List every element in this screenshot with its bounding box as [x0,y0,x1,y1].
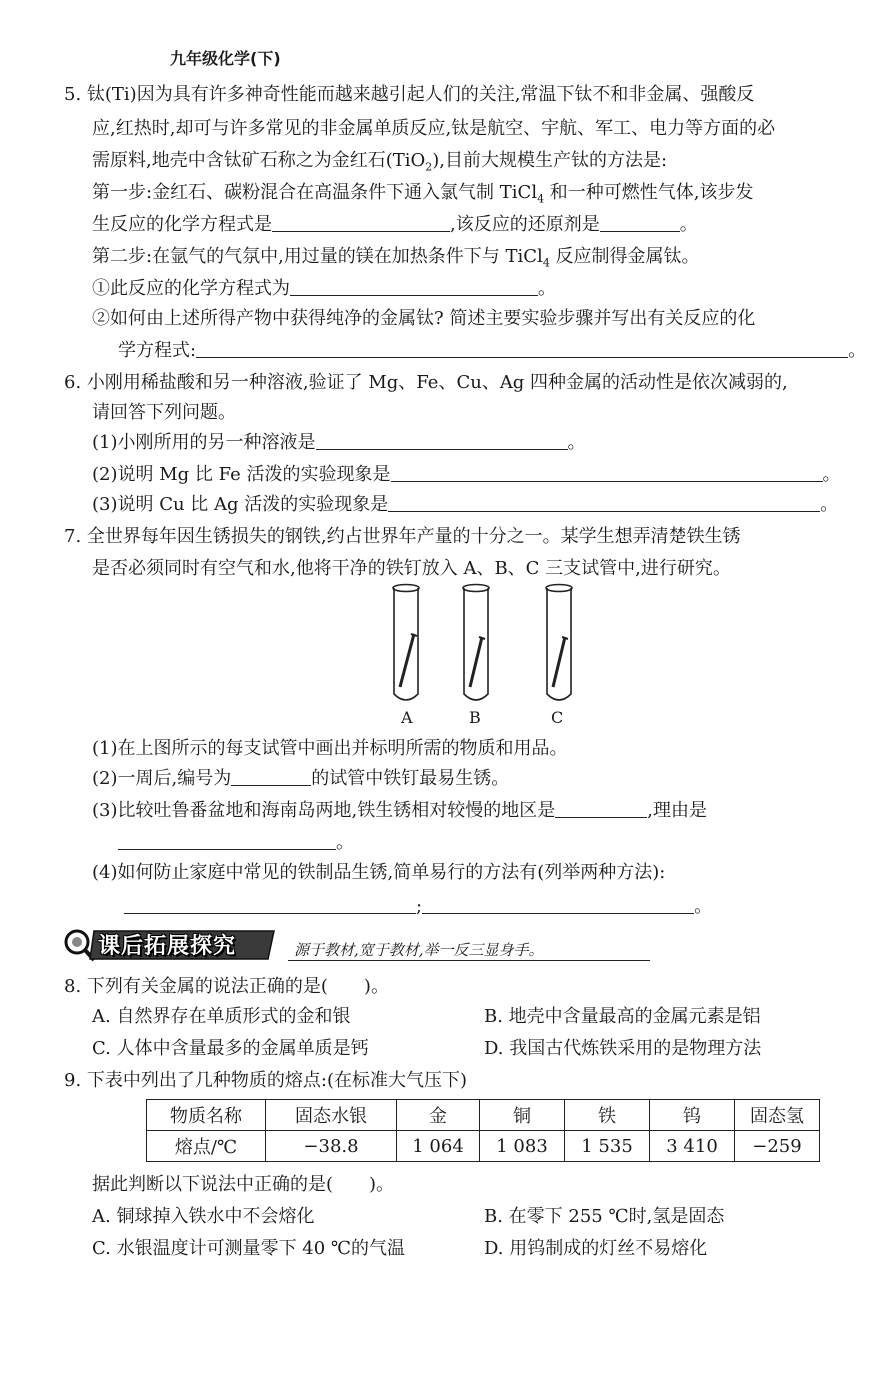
q7-item-4: (4)如何防止家庭中常见的铁制品生锈,简单易行的方法有(列举两种方法): [92,862,666,883]
table-cell: 固态水银 [266,1100,397,1131]
q7-method-1-blank[interactable] [124,895,416,914]
q7-line-1: 7. 全世界每年因生锈损失的钢铁,约占世界年产量的十分之一。某学生想弄清楚铁生锈 [64,526,741,547]
test-tubes-figure [380,582,590,707]
table-cell: 1 535 [565,1131,650,1162]
q6-line-4: (2)说明 Mg 比 Fe 活泼的实验现象是 。 [92,464,841,485]
q7-item-3-cont: 。 [118,830,354,856]
q7-item-1: (1)在上图所示的每支试管中画出并标明所需的物质和用品。 [92,738,568,759]
q5-steps-blank[interactable] [196,339,848,358]
q6-solution-blank[interactable] [316,431,568,450]
table-cell: 物质名称 [147,1100,266,1131]
q6-cu-ag-blank[interactable] [388,493,820,512]
q5-line-3: 需原料,地壳中含钛矿石称之为金红石(TiO$_2$),目前大规模生产钛的方法是: [92,150,668,174]
q7-reason-blank[interactable] [118,831,336,850]
q6-mg-fe-blank[interactable] [391,463,823,482]
q5-line-7: ①此反应的化学方程式为 。 [92,278,556,299]
section-slogan: 源于教材,宽于教材,举一反三显身手。 [294,941,544,959]
melting-point-table [146,1099,820,1162]
test-tube-b [463,585,489,701]
page-header: 九年级化学(下) [170,49,281,68]
q7-line-2: 是否必须同时有空气和水,他将干净的铁钉放入 A、B、C 三支试管中,进行研究。 [92,558,731,579]
table-cell: 铜 [480,1100,565,1131]
table-cell: −259 [735,1131,820,1162]
q8-option-a[interactable]: A. 自然界存在单质形式的金和银 [92,1006,351,1027]
q6-line-2: 请回答下列问题。 [92,402,236,423]
q5-line-9: 学方程式: 。 [118,340,867,361]
q5-line-4: 第一步:金红石、碳粉混合在高温条件下通入氯气制 TiCl$_4$ 和一种可燃性气体,该步发 [92,182,754,206]
q9-option-b[interactable]: B. 在零下 255 ℃时,氢是固态 [484,1206,725,1227]
q5-line-1: 5. 钛(Ti)因为具有许多神奇性能而越来越引起人们的关注,常温下钛不和非金属、强酸反 [64,84,755,105]
q9-option-d[interactable]: D. 用钨制成的灯丝不易熔化 [484,1238,708,1259]
q7-item-3: (3)比较吐鲁番盆地和海南岛两地,铁生锈相对较慢的地区是 ,理由是 [92,800,707,821]
table-cell: 固态氢 [735,1100,820,1131]
tube-label-c: C [551,708,564,727]
table-cell: 3 410 [650,1131,735,1162]
table-row [147,1131,820,1162]
q8-option-b[interactable]: B. 地壳中含量最高的金属元素是铝 [484,1006,761,1027]
q5-line-8: ②如何由上述所得产物中获得纯净的金属钛? 简述主要实验步骤并写出有关反应的化 [92,308,756,329]
q9-stem: 9. 下表中列出了几种物质的熔点:(在标准大气压下) [64,1070,468,1091]
tube-label-b: B [469,708,481,727]
table-cell: −38.8 [266,1131,397,1162]
q7-tube-number-blank[interactable] [231,767,311,786]
q5-equation-blank[interactable] [272,213,450,232]
q9-option-c[interactable]: C. 水银温度计可测量零下 40 ℃的气温 [92,1238,406,1259]
q8-stem: 8. 下列有关金属的说法正确的是( )。 [64,976,389,997]
q9-ask: 据此判断以下说法中正确的是( )。 [92,1174,395,1195]
table-header-row [147,1100,820,1131]
q8-option-c[interactable]: C. 人体中含量最多的金属单质是钙 [92,1038,369,1059]
q6-line-1: 6. 小刚用稀盐酸和另一种溶液,验证了 Mg、Fe、Cu、Ag 四种金属的活动性是依次减弱的, [64,372,788,393]
table-cell: 1 083 [480,1131,565,1162]
tube-label-a: A [401,708,413,727]
test-tube-c [546,585,572,701]
slogan-underline [288,960,650,961]
q6-line-3: (1)小刚所用的另一种溶液是 。 [92,432,586,453]
q5-line-2: 应,红热时,却可与许多常见的非金属单质反应,钛是航空、宇航、军工、电力等方面的必 [92,118,776,139]
table-cell: 1 064 [397,1131,480,1162]
q8-option-d[interactable]: D. 我国古代炼铁采用的是物理方法 [484,1038,762,1059]
q9-option-a[interactable]: A. 铜球掉入铁水中不会熔化 [92,1206,315,1227]
q7-item-4-answers: ; 。 [124,894,712,920]
q6-line-5: (3)说明 Cu 比 Ag 活泼的实验现象是 。 [92,494,839,515]
q5-line-6: 第二步:在氩气的气氛中,用过量的镁在加热条件下与 TiCl$_4$ 反应制得金属钛。 [92,246,700,270]
q5-line-5: 生反应的化学方程式是 ,该反应的还原剂是 。 [92,214,698,235]
test-tube-a [393,585,419,701]
table-cell: 铁 [565,1100,650,1131]
table-cell: 熔点/℃ [147,1131,266,1162]
section-banner [60,925,880,965]
q5-reducer-blank[interactable] [600,213,680,232]
q5-step2-equation-blank[interactable] [290,277,538,296]
table-cell: 金 [397,1100,480,1131]
q7-region-blank[interactable] [555,799,647,818]
q7-item-2: (2)一周后,编号为 的试管中铁钉最易生锈。 [92,768,510,789]
table-cell: 钨 [650,1100,735,1131]
section-title: 课后拓展探究 [98,934,237,959]
q7-method-2-blank[interactable] [422,895,694,914]
